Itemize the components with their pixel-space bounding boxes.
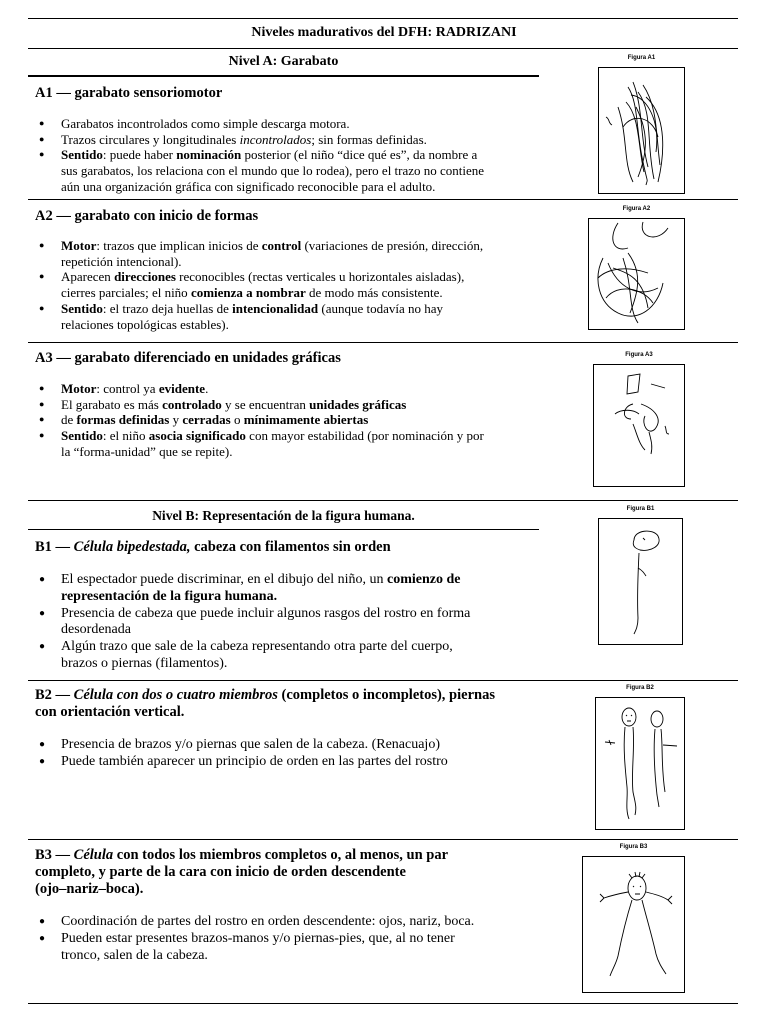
rule-level-a xyxy=(28,75,539,77)
level-b-header: Nivel B: Representación de la figura humana. xyxy=(152,508,415,523)
scribble-drawing-a2 xyxy=(588,218,685,330)
list-item: ● Motor: trazos que implican inicios de control (variaciones de presión, dirección, repetición intencional). xyxy=(35,238,483,269)
list-item: ● Presencia de cabeza que puede incluir algunos rasgos del rostro en forma desordenada xyxy=(35,606,470,640)
rule-title-bottom xyxy=(28,48,738,49)
list-item: ● de formas definidas y cerradas o mínimamente abiertas xyxy=(35,412,484,428)
human-figure-drawing-b2 xyxy=(595,697,685,830)
b2-heading: B2 — Célula con dos o cuatro miembros (completos o incompletos), piernas con orientación vertical. xyxy=(35,687,495,720)
b2-bullet-list xyxy=(35,737,448,771)
list-item: ● Sentido: puede haber nominación posterior (el niño “dice qué es”, da nombre a sus garabatos, los relaciona con el mundo que lo rodea), pero el trazo no contiene aún una organización gráfica con significado reconocible para el adulto. xyxy=(35,147,484,194)
figure-b1-caption: Figura B1 xyxy=(626,506,655,512)
list-item: ● Garabatos incontrolados como simple descarga motora. xyxy=(35,116,484,132)
list-item: ● Sentido: el niño asocia significado con mayor estabilidad (por nominación y por la “forma-unidad” que se repite). xyxy=(35,428,484,459)
list-item: ● Sentido: el trazo deja huellas de intencionalidad (aunque todavía no hay relaciones topológicas estables). xyxy=(35,301,483,332)
figure-a2 xyxy=(588,206,685,330)
b1-heading: B1 — Célula bipedestada, cabeza con filamentos sin orden xyxy=(35,539,391,555)
rule-b2-b3 xyxy=(28,839,738,840)
figure-b3 xyxy=(582,844,685,993)
rule-level-b xyxy=(28,529,539,530)
rule-a3-b xyxy=(28,500,738,501)
figure-a1-caption: Figura A1 xyxy=(627,55,656,61)
figure-b2-caption: Figura B2 xyxy=(626,685,654,691)
b3-heading: B3 — Célula con todos los miembros completos o, al menos, un par completo, y parte de la cara con inicio de orden descendente (ojo–nariz–boca). xyxy=(35,847,449,897)
list-item: ● El garabato es más controlado y se encuentran unidades gráficas xyxy=(35,397,484,413)
human-figure-drawing-b3 xyxy=(582,856,685,993)
a2-heading: A2 — garabato con inicio de formas xyxy=(35,208,259,224)
figure-b3-caption: Figura B3 xyxy=(619,844,648,850)
list-item: ● Trazos circulares y longitudinales incontrolados; sin formas definidas. xyxy=(35,132,484,148)
scribble-drawing-a1 xyxy=(598,67,685,194)
list-item: ● Puede también aparecer un principio de orden en las partes del rostro xyxy=(35,754,448,771)
list-item: ● Coordinación de partes del rostro en orden descendente: ojos, nariz, boca. xyxy=(35,914,474,931)
rule-bottom xyxy=(28,1003,738,1004)
rule-b1-b2 xyxy=(28,680,738,681)
a3-bullet-list xyxy=(35,381,484,460)
list-item: ● El espectador puede discriminar, en el dibujo del niño, un comienzo de representación de la figura humana. xyxy=(35,572,470,606)
a3-heading: A3 — garabato diferenciado en unidades gráficas xyxy=(35,350,341,366)
list-item: ● Algún trazo que sale de la cabeza representando otra parte del cuerpo, brazos o piernas (filamentos). xyxy=(35,639,470,673)
level-a-header: Nivel A: Garabato xyxy=(228,54,339,69)
figure-b1 xyxy=(598,506,683,645)
scribble-drawing-a3 xyxy=(593,364,685,487)
rule-a1-a2 xyxy=(28,199,738,200)
list-item: ● Motor: control ya evidente. xyxy=(35,381,484,397)
b3-bullet-list xyxy=(35,914,474,964)
a1-bullet-list xyxy=(35,116,484,195)
human-figure-drawing-b1 xyxy=(598,518,683,645)
rule-top xyxy=(28,18,738,19)
figure-a3-caption: Figura A3 xyxy=(625,352,653,358)
figure-a3 xyxy=(593,352,685,487)
a2-bullet-list xyxy=(35,238,483,332)
list-item: ● Presencia de brazos y/o piernas que salen de la cabeza. (Renacuajo) xyxy=(35,737,448,754)
rule-a2-a3 xyxy=(28,342,738,343)
list-item: ● Aparecen direcciones reconocibles (rectas verticales u horizontales aisladas), cierres parciales; el niño comienza a nombrar de modo más consistente. xyxy=(35,269,483,300)
figure-b2 xyxy=(595,685,685,830)
figure-a1 xyxy=(598,55,685,194)
figure-a2-caption: Figura A2 xyxy=(622,206,651,212)
a1-heading: A1 — garabato sensoriomotor xyxy=(35,85,223,101)
document-title: Niveles madurativos del DFH: RADRIZANI xyxy=(251,25,517,40)
list-item: ● Pueden estar presentes brazos-manos y/o piernas-pies, que, al no tener tronco, salen de la cabeza. xyxy=(35,931,474,965)
b1-bullet-list xyxy=(35,572,470,673)
